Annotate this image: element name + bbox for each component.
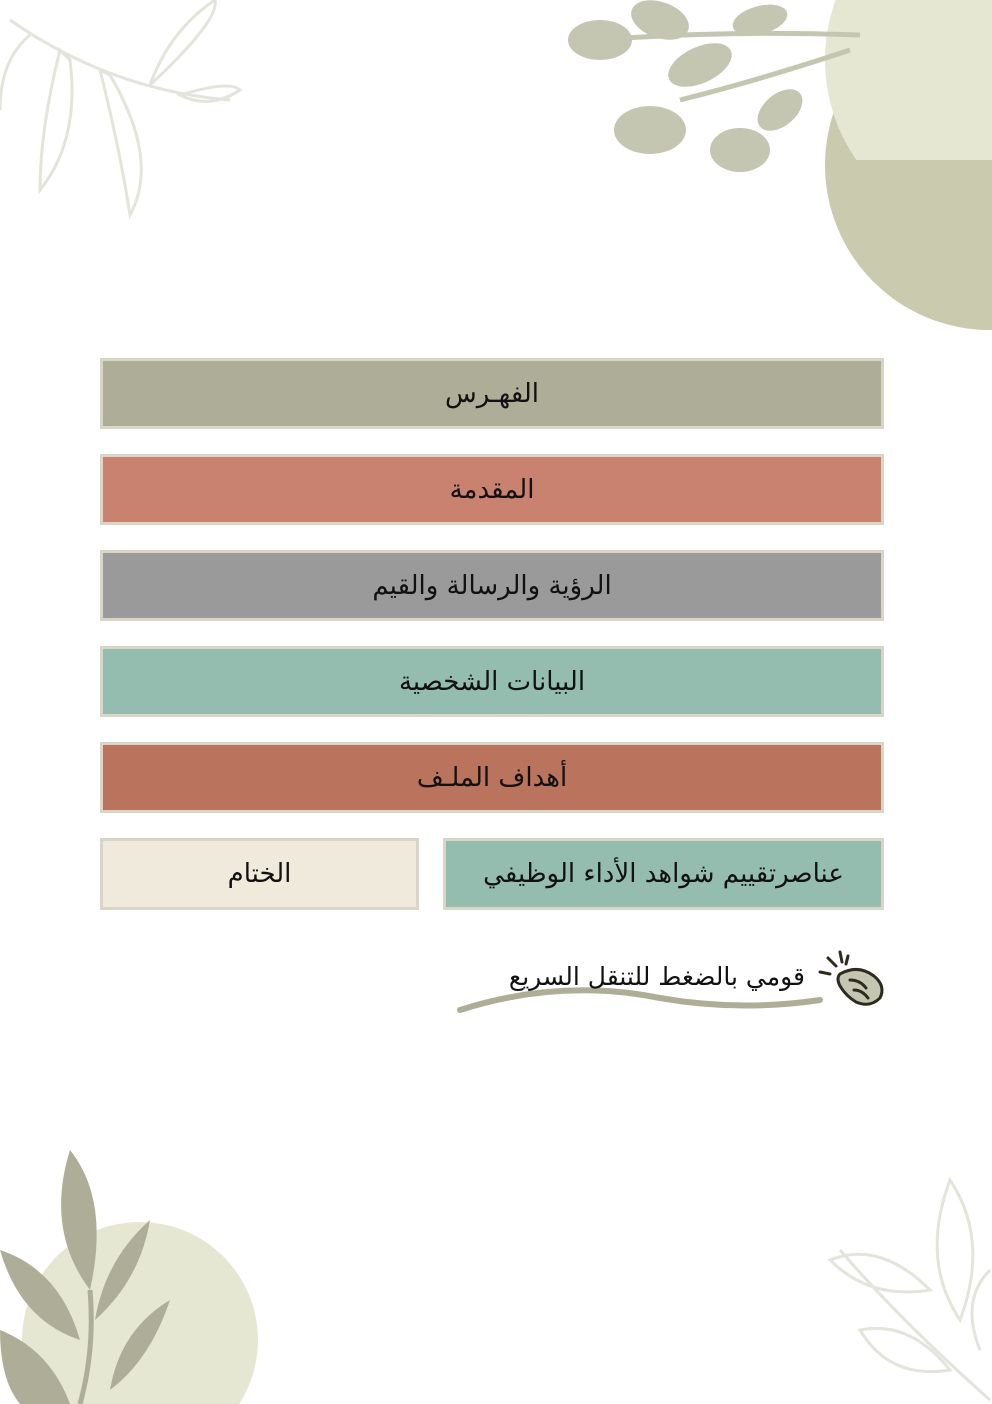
personal-data-button[interactable] [100,646,884,717]
top-right-branch-icon [568,0,860,172]
quick-navigation-hint [440,950,890,1020]
performance-evidence-button-label: عناصرتقييم شواهد الأداء الوظيفي [483,859,844,889]
vision-mission-values-button-label: الرؤية والرسالة والقيم [372,570,612,601]
tap-hand-icon [818,950,890,1012]
index-button-label: الفهـرس [445,378,539,409]
introduction-button[interactable] [100,454,884,525]
introduction-button-label: المقدمة [449,474,535,505]
vision-mission-values-button[interactable] [100,550,884,621]
personal-data-button-label: البيانات الشخصية [398,666,586,697]
performance-evidence-button[interactable] [443,838,884,910]
index-button[interactable] [100,358,884,429]
conclusion-button[interactable] [100,838,419,910]
hint-text: قومي بالضغط للتنقل السريع [508,962,805,991]
file-goals-button[interactable] [100,742,884,813]
top-left-leaf-sprig-icon [0,0,240,215]
file-goals-button-label: أهداف الملـف [416,762,568,793]
conclusion-button-label: الختام [227,859,292,889]
bottom-right-leaf-sprig-icon [830,1180,990,1400]
